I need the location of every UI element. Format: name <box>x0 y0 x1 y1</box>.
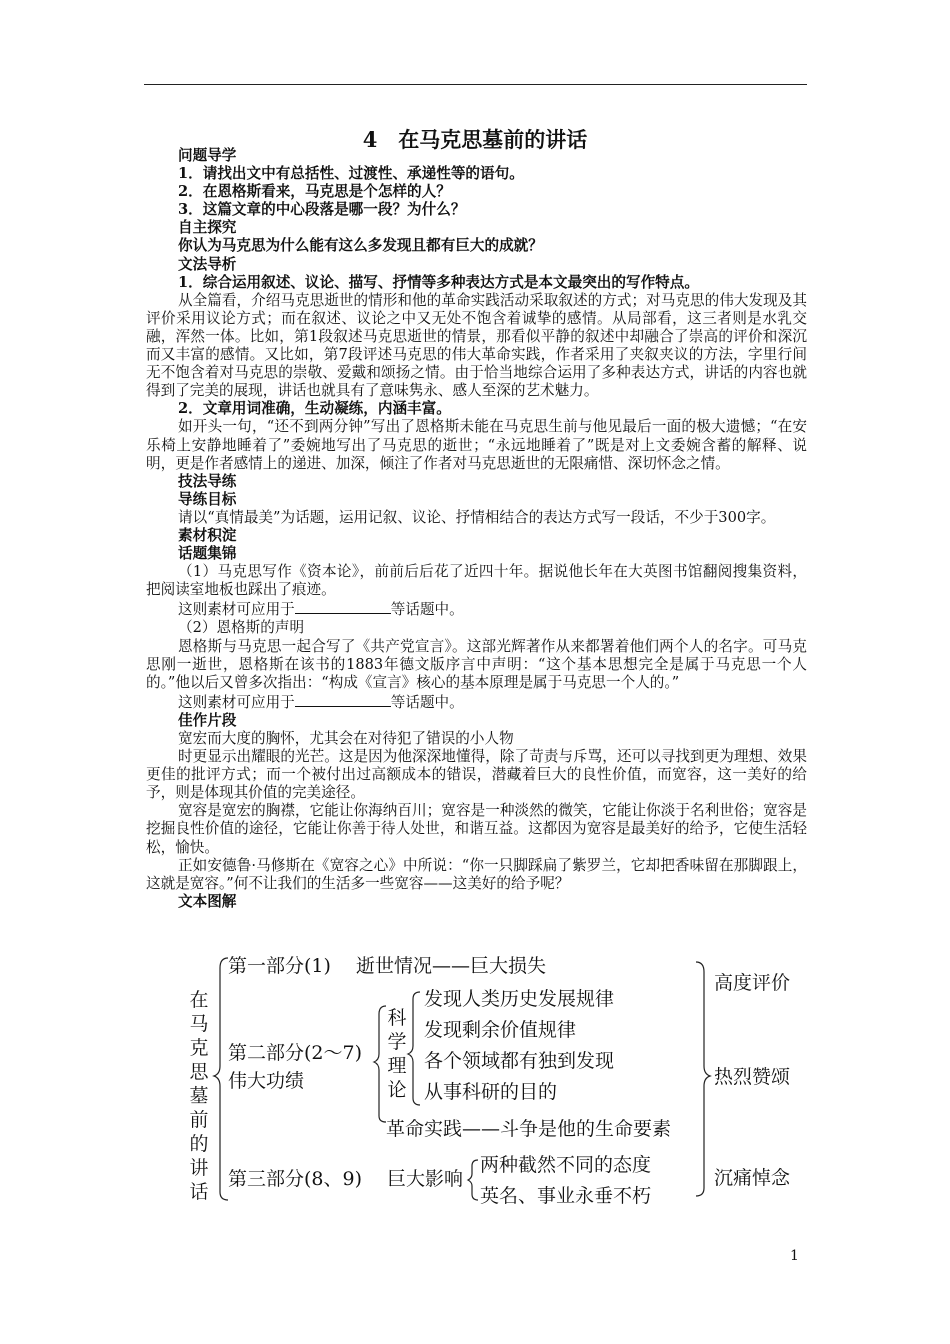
page-number: 1 <box>790 1248 799 1264</box>
diagram-part-2-subtitle: 伟大功绩 <box>228 1070 305 1092</box>
text-structure-diagram <box>180 948 820 1210</box>
section-heading-guide: 问题导学 <box>178 147 237 164</box>
analysis-paragraph-2: 如开头一句，“还不到两分钟”写出了恩格斯未能在马克思生前与他见最后一面的极大遗憾；“在安乐椅上安静地睡着了”委婉地写出了马克思的逝世；“永远地睡着了”既是对上文委婉含蓄的解释、说明，更是作者感情上的递进、加深，倾注了作者对马克思逝世的无限痛惜、深切怀念之情。 <box>146 418 807 472</box>
excerpt-paragraph-2: 宽容是宽宏的胸襟，它能让你海纳百川；宽容是一种淡然的微笑，它能让你淡于名利世俗；宽容是挖掘良性价值的途径，它能让你善于待人处世，和谐互益。这都因为宽容是最美好的给予，它使生活轻松，愉快。 <box>146 802 807 856</box>
subheading-excerpt: 佳作片段 <box>178 711 237 729</box>
diagram-revolution: 革命实践——斗争是他的生命要素 <box>386 1118 672 1140</box>
header-rule <box>144 84 807 85</box>
explore-question: 你认为马克思为什么能有这么多发现且都有巨大的成就？ <box>178 237 543 255</box>
excerpt-line-1: 宽宏而大度的胸怀，尤其会在对待犯了错误的小人物 <box>178 730 514 747</box>
subheading-diagram: 文本图解 <box>178 892 237 910</box>
fill-blank[interactable] <box>295 599 391 614</box>
diagram-evaluation-3: 沉痛悼念 <box>714 1167 791 1189</box>
diagram-influence-2: 英名、事业永垂不朽 <box>480 1185 652 1207</box>
material-2-body: 恩格斯与马克思一起合写了《共产党宣言》。这部光辉著作从来都署着他们两个人的名字。可马克思刚一逝世，恩格斯在该书的1883年德文版序言中声明：“这个基本思想完全是属于马克思一个人的。”他以后又曾多次指出：“构成《宣言》核心的基本原理是属于马克思一个人的。” <box>146 637 807 691</box>
diagram-part-1: 第一部分(1) 逝世情况——巨大损失 <box>228 955 546 977</box>
diagram-science-2: 发现剩余价值规律 <box>424 1019 577 1041</box>
question-2: 2．在恩格斯看来，马克思是个怎样的人？ <box>178 183 451 201</box>
material-1-application: 这则素材可应用于 等话题中。 <box>178 601 464 619</box>
subheading-practice-goal: 导练目标 <box>178 490 237 508</box>
diagram-evaluation-1: 高度评价 <box>714 972 791 994</box>
diagram-science-4: 从事科研的目的 <box>424 1081 558 1103</box>
diagram-part-2-title: 第二部分(2～7) <box>228 1042 363 1064</box>
analysis-point-1: 1．综合运用叙述、议论、描写、抒情等多种表达方式是本文最突出的写作特点。 <box>178 273 699 291</box>
diagram-science-theory: 科学理论 <box>387 1007 407 1101</box>
material-2-application: 这则素材可应用于 等话题中。 <box>178 693 464 711</box>
material-2-title: （2）恩格斯的声明 <box>178 619 305 637</box>
diagram-evaluation-2: 热烈赞颂 <box>714 1066 791 1088</box>
diagram-root-title: 在马克思墓前的讲话 <box>189 989 209 1203</box>
material-1: （1）马克思写作《资本论》，前前后后花了近四十年。据说他长年在大英图书馆翻阅搜集资料，把阅读室地板也踩出了痕迹。 <box>146 563 807 599</box>
diagram-science-3: 各个领域都有独到发现 <box>424 1050 615 1072</box>
excerpt-paragraph-3: 正如安德鲁·马修斯在《宽容之心》中所说：“你一只脚踩扁了紫罗兰，它却把香味留在那脚跟上，这就是宽容。”何不让我们的生活多一些宽容——这美好的给予呢？ <box>146 856 807 892</box>
section-heading-practice: 技法导练 <box>178 472 237 490</box>
section-heading-analysis: 文法导析 <box>178 255 237 273</box>
diagram-influence-1: 两种截然不同的态度 <box>480 1154 652 1176</box>
section-heading-materials: 素材积淀 <box>178 526 237 544</box>
fill-blank[interactable] <box>295 692 391 707</box>
question-1: 1．请找出文中有总括性、过渡性、承递性等的语句。 <box>178 165 524 183</box>
subheading-topic-collection: 话题集锦 <box>178 545 237 563</box>
analysis-point-2: 2．文章用词准确，生动凝练，内涵丰富。 <box>178 400 451 418</box>
practice-task: 请以“真情最美”为话题，运用记叙、议论、抒情相结合的表达方式写一段话，不少于300字。 <box>178 508 776 526</box>
diagram-science-1: 发现人类历史发展规律 <box>424 988 615 1010</box>
analysis-paragraph-1: 从全篇看，介绍马克思逝世的情形和他的革命实践活动采取叙述的方式；对马克思的伟大发现及其评价采用议论方式；而在叙述、议论之中又无处不饱含着诚挚的感情。从局部看，这三者则是水乳交融，浑然一体。比如，第1段叙述马克思逝世的情景，那看似平静的叙述中却融合了崇高的评价和深沉而又丰富的感情。又比如，第7段评述马克思的伟大革命实践，作者采用了夹叙夹议的方法，字里行间无不饱含着对马克思的崇敬、爱戴和颂扬之情。由于恰当地综合运用了多种表达方式，讲话的内容也就得到了完美的展现，讲话也就具有了意味隽永、感人至深的艺术魅力。 <box>146 291 807 400</box>
page-title: 4 在马克思墓前的讲话 <box>362 127 588 152</box>
section-heading-explore: 自主探究 <box>178 219 237 237</box>
diagram-part-3: 第三部分(8、9) 巨大影响 <box>228 1168 464 1190</box>
question-3: 3．这篇文章的中心段落是哪一段？为什么？ <box>178 201 466 219</box>
excerpt-paragraph-1: 时更显示出耀眼的光芒。这是因为他深深地懂得，除了苛责与斥骂，还可以寻找到更为理想、效果更佳的批评方式；而一个被付出过高额成本的错误，潜藏着巨大的良性价值，而宽容，这一美好的给予，则是体现其价值的完美途径。 <box>146 748 807 802</box>
main-content <box>146 147 807 911</box>
